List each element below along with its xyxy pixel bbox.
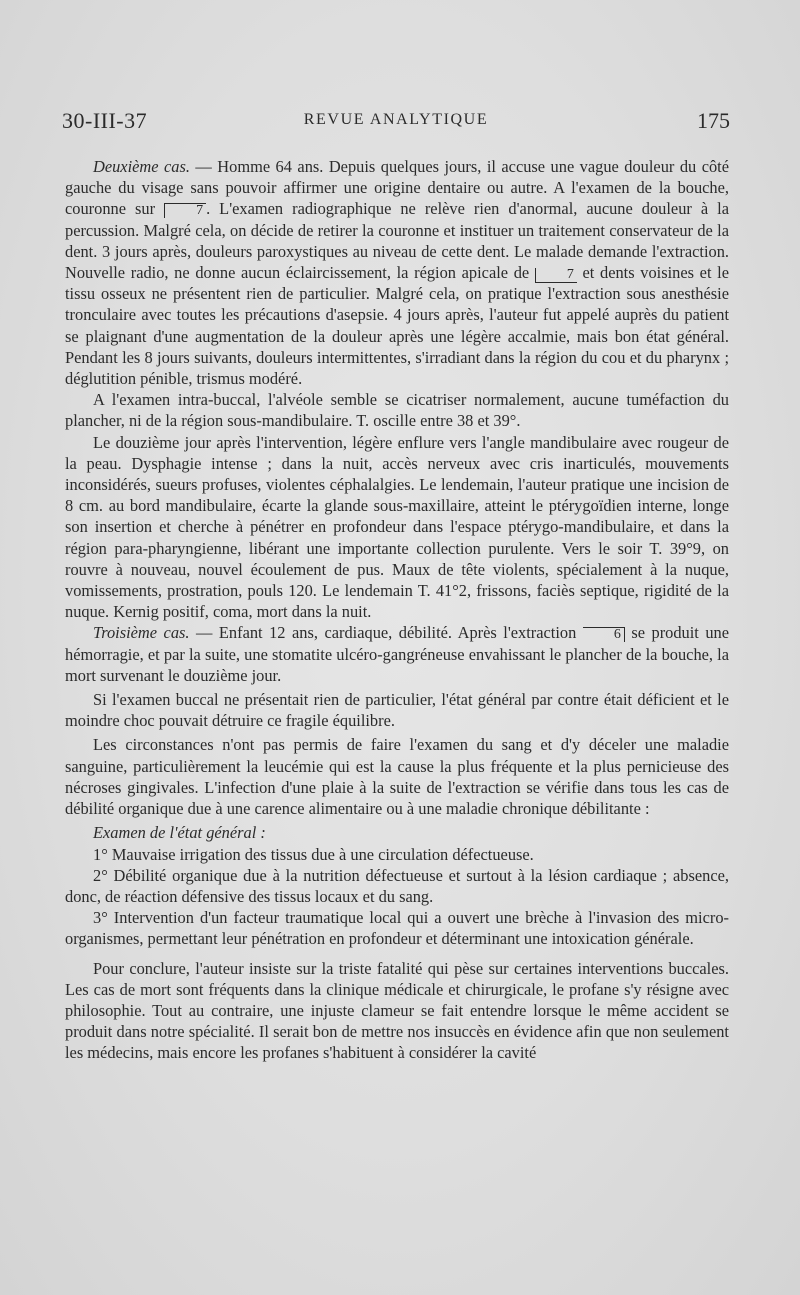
list-item-3: 3° Intervention d'un facteur traumatique local qui a ouvert une brèche à l'invasion des micro-organismes, permettant leur pénétration en profondeur et déterminant une intoxication générale.: [65, 908, 729, 949]
case-2-text-c: et dents voisines et le tissu osseux ne présentent rien de particulier. Malgré cela, on pratique l'extraction sous anesthésie tronculaire avec toutes les précautions d'asepsie. 4 jours après, l'auteur fut appelé auprès du patient se plaignant d'une augmentation de la douleur après une légère accalmie, mais bon état général. Pendant les 8 jours suivants, douleurs intermittentes, s'irradiant dans la région du cou et du pharynx ; déglutition pénible, trismus modéré.: [65, 263, 729, 389]
paragraph-intra-buccal: A l'examen intra-buccal, l'alvéole semble se cicatriser normalement, aucune tuméfaction du plancher, ni de la région sous-mandibulaire. T. oscille entre 38 et 39°.: [65, 390, 729, 431]
header-title: REVUE ANALYTIQUE: [303, 111, 489, 128]
list-item-1: 1° Mauvaise irrigation des tissus due à une circulation défectueuse.: [93, 844, 534, 864]
paragraph-case-3: [65, 622, 729, 686]
paragraph-douzieme-jour: Le douzième jour après l'intervention, légère enflure vers l'angle mandibulaire avec rougeur de la peau. Dysphagie intense ; dans la nuit, accès nerveux avec cris inarticulés, mouvements inconsidérés, sueurs profuses, violentes céphalalgies. Le lendemain, l'auteur pratique une incision de 8 cm. au bord mandibulaire, écarte la glande sous-maxillaire, atteint le ptérygoïdien interne, longe son insertion et cherche à pénétrer en profondeur dans l'espace ptérygo-mandibulaire, et dans la région para-pharyngienne, libérant une importante collection purulente. Vers le soir T. 39°9, on rouvre à nouveau, nouvel écoulement de pus. Maux de tête violents, spécialement à la nuque, vomissements, prostration, pouls 120. Le lendemain T. 41°2, frissons, faciès septique, rigidité de la nuque. Kernig positif, coma, mort dans la nuit.: [65, 432, 729, 622]
paragraph-case-2: [65, 156, 729, 389]
case-2-label: Deuxième cas.: [93, 157, 190, 176]
section-heading-examen: Examen de l'état général :: [93, 823, 266, 843]
article-body: [65, 156, 729, 1064]
tooth-notation-upper-left: 7: [164, 203, 206, 218]
list-item-2: 2° Débilité organique due à la nutrition défectueuse et surtout à la lésion cardiaque ; absence, donc, de réaction défensive des tissus locaux et du sang.: [65, 865, 729, 906]
case-3-text-b: se produit une hémorragie, et par la suite, une stomatite ulcéro-gangréneuse envahissant le plancher de la bouche, la mort survenant le douzième jour.: [65, 623, 730, 685]
case-2-text-b: . L'examen radiographique ne relève rien d'anormal, aucune douleur à la percussion. Malgré cela, on décide de retirer la couronne et instituer un traitement conservateur de la dent. 3 jours après, douleurs paroxystiques au niveau de cette dent. Le malade demande l'extraction. Nouvelle radio, ne donne aucun éclaircissement, la région apicale de: [65, 199, 729, 283]
tooth-notation-lower-left: 7: [535, 268, 577, 283]
header-date: 30-III-37: [62, 108, 148, 133]
case-3-text-a: — Enfant 12 ans, cardiaque, débilité. Après l'extraction: [189, 623, 583, 643]
paragraph-conclusion: Pour conclure, l'auteur insiste sur la triste fatalité qui pèse sur certaines interventions buccales. Les cas de mort sont fréquents dans la clinique médicale et chirurgicale, le profane s'y résigne avec philosophie. Tout au contraire, une injuste clameur se fait entendre lorsque le même accident se produit dans notre spécialité. Il serait bon de mettre nos insuccès en évidence afin que non seulement les médecins, mais encore les profanes s'habituent à considérer la cavité: [65, 958, 729, 1063]
paragraph-examen-buccal: Si l'examen buccal ne présentait rien de particulier, l'état général par contre était déficient et le moindre choc pouvait détruire ce fragile équilibre.: [65, 690, 729, 731]
tooth-notation-upper-right: 6: [583, 627, 625, 642]
page-number: 175: [697, 108, 730, 133]
paragraph-circonstances: Les circonstances n'ont pas permis de faire l'examen du sang et d'y déceler une maladie sanguine, particulièrement la leucémie qui est la cause la plus fréquente et la plus pernicieuse des nécroses gingivales. L'infection d'une plaie à la suite de l'extraction se vérifie dans tous les cas de débilité organique due à une carence alimentaire ou à une maladie chronique débilitante :: [65, 735, 729, 819]
case-2-text-a: — Homme 64 ans. Depuis quelques jours, il accuse une vague douleur du côté gauche du visage sans pouvoir affirmer une origine dentaire ou autre. A l'examen de la bouche, couronne sur: [65, 157, 729, 219]
running-header: [62, 108, 730, 138]
case-3-label: Troisième cas.: [93, 623, 190, 643]
